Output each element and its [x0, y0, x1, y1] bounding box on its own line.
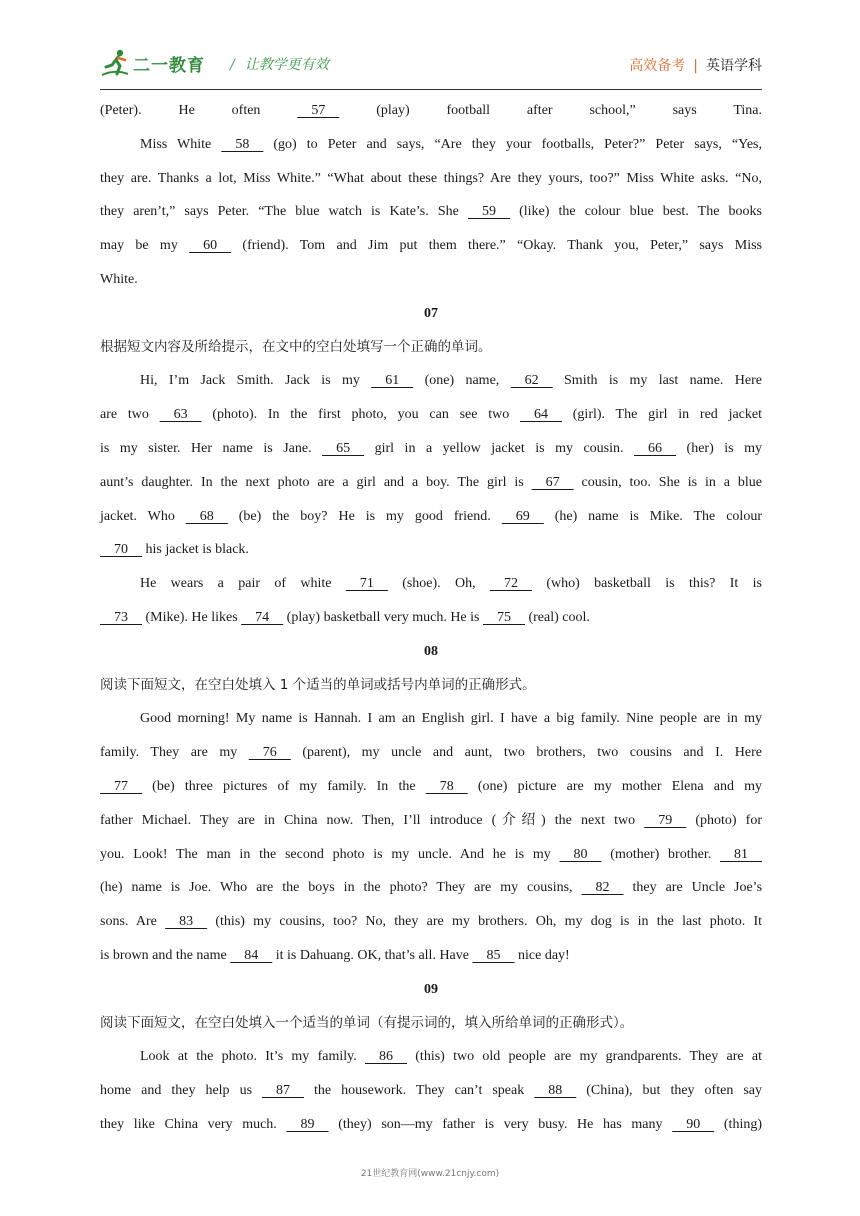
text-segment: (photo). In the first photo, you can see two [201, 407, 520, 423]
answer-blank: 90 [672, 1116, 715, 1132]
text-line [100, 263, 762, 297]
text-segment: (he) name is Mike. The colour [543, 508, 762, 524]
text-segment: (this) two old people are my grandparents. They are at [407, 1049, 762, 1065]
answer-blank: 66 [634, 440, 677, 456]
text-line [100, 466, 762, 500]
text-line [100, 195, 762, 229]
text-segment: may be my [100, 238, 190, 254]
text-segment: Look at the photo. It’s my family. [140, 1049, 365, 1065]
text-line [100, 1074, 762, 1108]
text-line [100, 1108, 762, 1142]
text-segment: they are. Thanks a lot, Miss White.” “What about these things? Are they yours, too?” Miss White asks. “No, [100, 170, 762, 186]
text-segment: (shoe). Oh, [387, 576, 490, 592]
text-line [100, 804, 762, 838]
text-segment: his jacket is black. [142, 542, 249, 558]
logo-text: 二一教育 [133, 55, 205, 76]
text-line [100, 162, 762, 196]
text-line [100, 838, 762, 872]
text-line [100, 500, 762, 534]
text-segment: nice day! [514, 947, 570, 963]
section-number [100, 297, 762, 331]
text-segment: 09 [424, 981, 438, 997]
text-segment: White. [100, 271, 138, 287]
answer-blank: 89 [286, 1116, 329, 1132]
answer-blank: 64 [520, 407, 562, 423]
answer-blank: 70 [100, 542, 142, 558]
text-segment: 阅读下面短文，在空白处填入一个适当的单词（有提示词的，填入所给单词的正确形式）。 [100, 1014, 634, 1031]
text-segment: (real) cool. [524, 609, 590, 625]
answer-blank: 73 [100, 609, 142, 625]
text-line [100, 601, 762, 635]
text-segment: you. Look! The man in the second photo is my uncle. And he is my [100, 846, 560, 862]
answer-blank: 59 [467, 204, 510, 220]
text-line [100, 770, 762, 804]
answer-blank: 67 [531, 474, 574, 490]
text-segment: (Peter). He often [100, 103, 298, 118]
header-tag-subject: 英语学科 [706, 58, 762, 74]
answer-blank: 87 [262, 1083, 305, 1099]
runner-logo-icon [100, 48, 130, 78]
text-segment: is brown and the name [100, 947, 231, 963]
text-segment: (girl). The girl in red jacket [562, 407, 762, 423]
text-segment: (mother) brother. [601, 846, 720, 862]
answer-blank: 63 [159, 407, 202, 423]
answer-blank: 81 [720, 846, 762, 862]
text-segment: (her) is my [676, 440, 762, 456]
text-segment: family. They are my [100, 745, 249, 761]
text-segment: jacket. Who [100, 508, 186, 524]
header-divider [100, 89, 762, 90]
slogan [230, 54, 329, 74]
text-segment: 阅读下面短文，在空白处填入 1 个适当的单词或括号内单词的正确形式。 [100, 676, 536, 693]
text-segment: 08 [424, 643, 438, 659]
text-segment: (one) name, [413, 373, 511, 389]
section-number [100, 635, 762, 669]
text-line [100, 94, 762, 128]
text-line [100, 432, 762, 466]
text-segment: home and they help us [100, 1083, 263, 1099]
text-line [100, 128, 762, 162]
text-line [100, 939, 762, 973]
text-segment: they are Uncle Joe’s [623, 880, 763, 896]
answer-blank: 58 [221, 136, 264, 152]
instruction [100, 1007, 762, 1041]
text-segment: (photo) for [686, 812, 762, 828]
text-segment: Hi, I’m Jack Smith. Jack is my [140, 373, 372, 389]
text-line [100, 567, 762, 601]
text-segment: Miss White [140, 136, 222, 152]
answer-blank: 77 [100, 778, 142, 794]
text-segment: father Michael. They are in China now. Then, I’ll introduce (介绍) the next two [100, 812, 645, 828]
answer-blank: 61 [371, 373, 414, 389]
logo [100, 48, 205, 78]
answer-blank: 71 [345, 576, 388, 592]
answer-blank: 69 [501, 508, 544, 524]
text-segment: they aren’t,” says Peter. “The blue watch is Kate’s. She [100, 204, 468, 220]
text-line [100, 871, 762, 905]
text-line [100, 364, 762, 398]
text-line [100, 702, 762, 736]
text-segment: they like China very much. [100, 1116, 287, 1132]
answer-blank: 80 [559, 846, 602, 862]
answer-blank: 72 [490, 576, 532, 592]
answer-blank: 60 [189, 238, 232, 254]
text-line [100, 1040, 762, 1074]
text-segment: aunt’s daughter. In the next photo are a girl and a boy. The girl is [100, 474, 532, 490]
text-line [100, 736, 762, 770]
text-segment: girl in a yellow jacket is my cousin. [364, 440, 635, 456]
answer-blank: 82 [581, 880, 624, 896]
text-segment: (parent), my uncle and aunt, two brothers, two cousins and I. Here [290, 745, 762, 761]
answer-blank: 57 [297, 103, 340, 118]
text-segment: (Mike). He likes [142, 609, 242, 625]
answer-blank: 88 [534, 1083, 577, 1099]
text-segment: (one) picture are my mother Elena and my [467, 778, 762, 794]
text-segment: (be) the boy? He is my good friend. [227, 508, 502, 524]
text-segment: He wears a pair of white [140, 576, 346, 592]
text-segment: (China), but they often say [576, 1083, 762, 1099]
text-segment: (play) basketball very much. He is [283, 609, 483, 625]
answer-blank: 84 [230, 947, 273, 963]
header-tags [629, 55, 762, 75]
text-segment: (who) basketball is this? It is [532, 576, 762, 592]
answer-blank: 75 [482, 609, 525, 625]
text-segment: are two [100, 407, 160, 423]
answer-blank: 68 [185, 508, 228, 524]
slogan-slash: / [230, 57, 235, 73]
text-segment: (play) football after school,” says Tina. [339, 103, 762, 118]
answer-blank: 83 [165, 914, 208, 930]
answer-blank: 65 [322, 440, 365, 456]
instruction [100, 669, 762, 703]
page-header [100, 46, 762, 90]
text-segment: cousin, too. She is in a blue [573, 474, 762, 490]
header-separator: | [693, 58, 698, 74]
text-segment: (be) three pictures of my family. In the [142, 778, 426, 794]
answer-blank: 78 [425, 778, 468, 794]
text-line [100, 533, 762, 567]
text-segment: Smith is my last name. Here [552, 373, 762, 389]
text-segment: (they) son—my father is very busy. He has many [328, 1116, 673, 1132]
answer-blank: 85 [472, 947, 515, 963]
answer-blank: 76 [248, 745, 291, 761]
answer-blank: 86 [365, 1049, 407, 1065]
answer-blank: 79 [644, 812, 687, 828]
text-segment: (go) to Peter and says, “Are they your footballs, Peter?” Peter says, “Yes, [263, 136, 762, 152]
text-segment: is my sister. Her name is Jane. [100, 440, 323, 456]
text-line [100, 229, 762, 263]
text-segment: (he) name is Joe. Who are the boys in the photo? They are my cousins, [100, 880, 582, 896]
text-segment: Good morning! My name is Hannah. I am an English girl. I have a big family. Nine people are in my [140, 711, 762, 727]
text-segment: sons. Are [100, 914, 166, 930]
text-segment: 07 [424, 305, 438, 321]
slogan-text: 让教学更有效 [244, 57, 329, 73]
text-segment: (friend). Tom and Jim put them there.” “Okay. Thank you, Peter,” says Miss [231, 238, 762, 254]
document-body [100, 94, 762, 1142]
section-number [100, 973, 762, 1007]
text-line [100, 905, 762, 939]
answer-blank: 62 [510, 373, 553, 389]
answer-blank: 74 [241, 609, 284, 625]
text-segment: the housework. They can’t speak [304, 1083, 535, 1099]
text-line [100, 398, 762, 432]
text-segment: (thing) [714, 1116, 763, 1132]
text-segment: (like) the colour blue best. The books [509, 204, 762, 220]
instruction [100, 331, 762, 365]
page-footer: 21世纪教育网(www.21cnjy.com) [360, 1169, 500, 1179]
text-segment: it is Dahuang. OK, that’s all. Have [272, 947, 473, 963]
text-segment: (this) my cousins, too? No, they are my brothers. Oh, my dog is in the last photo. It [207, 914, 762, 930]
header-tag-exam: 高效备考 [629, 58, 686, 74]
text-segment: 根据短文内容及所给提示，在文中的空白处填写一个正确的单词。 [100, 338, 492, 355]
